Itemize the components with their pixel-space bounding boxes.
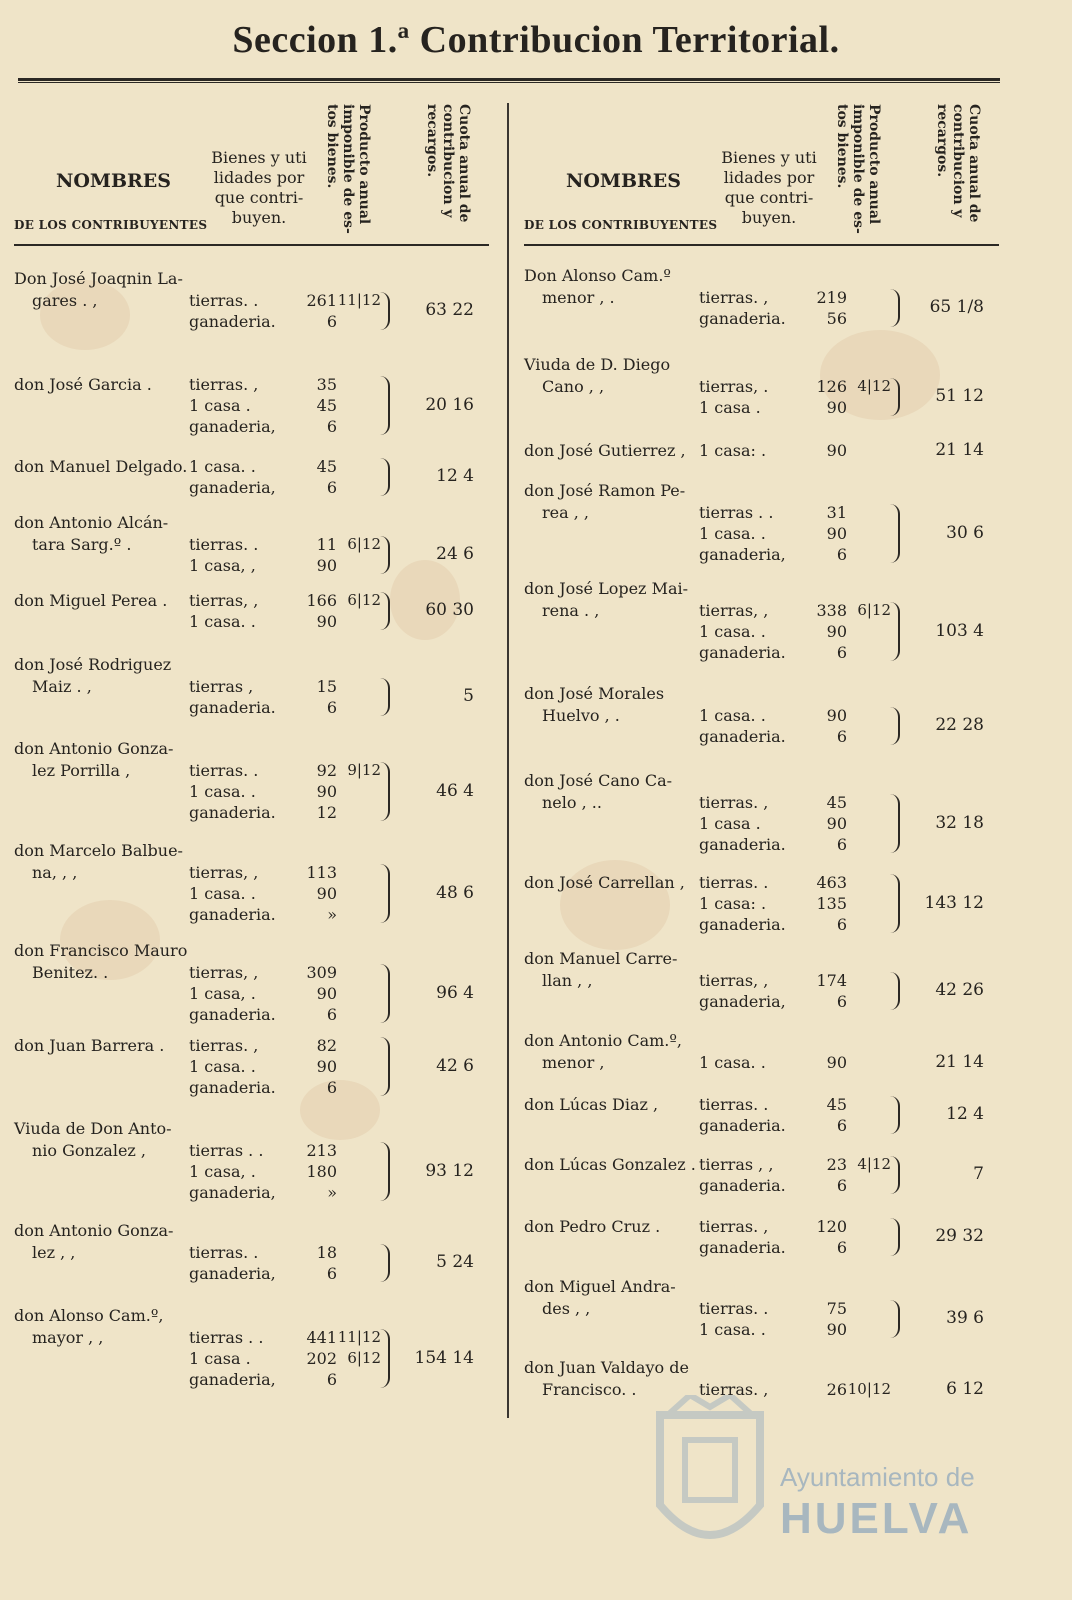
property-amount: 338 bbox=[816, 601, 847, 620]
contributor-name bbox=[14, 654, 194, 698]
property-label: tierras. , bbox=[699, 1217, 769, 1236]
property-fraction: 6|12 bbox=[347, 535, 381, 553]
property-label: ganaderia. bbox=[699, 643, 786, 662]
header-rule bbox=[524, 244, 999, 246]
watermark-line2: HUELVA bbox=[780, 1494, 973, 1543]
property-amount: » bbox=[327, 905, 337, 924]
grouping-brace bbox=[378, 762, 390, 821]
property-amount: 441 bbox=[306, 1328, 337, 1347]
contributor-name-line: don Antonio Alcán- bbox=[14, 513, 169, 532]
contributor-name-line: don José Lopez Mai- bbox=[524, 579, 689, 598]
annual-quota: 20 16 bbox=[425, 394, 474, 415]
annual-quota: 29 32 bbox=[935, 1226, 984, 1246]
contributor-name-line: don Marcelo Balbue- bbox=[14, 841, 183, 860]
property-amount: 6 bbox=[836, 835, 847, 854]
grouping-brace bbox=[888, 378, 900, 416]
header-producto: Producto anual imponible de es- tos bienes. bbox=[834, 104, 882, 234]
contributor-name bbox=[14, 590, 194, 612]
property-fraction: 10|12 bbox=[847, 1380, 891, 1398]
property-amount: 45 bbox=[316, 396, 337, 415]
property-label: 1 casa, . bbox=[189, 1162, 256, 1181]
property-label: tierras. . bbox=[189, 761, 259, 780]
grouping-brace bbox=[888, 602, 900, 661]
annual-quota: 103 4 bbox=[935, 620, 984, 641]
contributor-name bbox=[524, 948, 704, 992]
property-label: ganaderia. bbox=[189, 905, 276, 924]
property-label: 1 casa, . bbox=[189, 984, 256, 1003]
annual-quota: 22 28 bbox=[935, 715, 984, 735]
property-amount: 23 bbox=[826, 1155, 847, 1174]
property-amount: 18 bbox=[316, 1243, 337, 1262]
contributor-name-line: don José Carrellan , bbox=[524, 873, 685, 892]
property-label: ganaderia. bbox=[189, 698, 276, 717]
property-amount: 6 bbox=[326, 312, 337, 331]
contributor-name bbox=[14, 738, 194, 782]
property-label: tierras. , bbox=[699, 1380, 769, 1399]
property-label: tierras, , bbox=[189, 591, 259, 610]
contributor-name bbox=[524, 480, 704, 524]
property-amount: 90 bbox=[826, 814, 847, 833]
header-names: NOMBRES bbox=[56, 170, 172, 192]
contributor-name bbox=[524, 1276, 704, 1320]
contributor-name bbox=[524, 1094, 704, 1116]
annual-quota: 5 bbox=[463, 686, 474, 706]
grouping-brace bbox=[378, 1244, 390, 1282]
property-label: tierras. . bbox=[699, 1095, 769, 1114]
annual-quota: 32 18 bbox=[935, 812, 984, 833]
grouping-brace bbox=[888, 1300, 900, 1338]
annual-quota: 51 12 bbox=[935, 386, 984, 406]
grouping-brace bbox=[888, 504, 900, 563]
column-header bbox=[524, 100, 1014, 250]
annual-quota: 39 6 bbox=[946, 1308, 984, 1328]
annual-quota: 63 22 bbox=[425, 300, 474, 320]
contributor-name-line: don Lúcas Gonzalez . bbox=[524, 1155, 696, 1174]
property-label: 1 casa. . bbox=[189, 884, 256, 903]
annual-quota: 96 4 bbox=[436, 982, 474, 1003]
property-label: tierras. , bbox=[189, 375, 259, 394]
contributor-name-line: don Antonio Gonza- bbox=[14, 1221, 174, 1240]
property-label: ganaderia. bbox=[189, 312, 276, 331]
property-label: 1 casa. . bbox=[189, 782, 256, 801]
property-label: ganaderia. bbox=[699, 1116, 786, 1135]
property-amount: 26 bbox=[826, 1380, 847, 1399]
property-amount: 12 bbox=[316, 803, 337, 822]
property-label: ganaderia. bbox=[699, 1176, 786, 1195]
annual-quota: 65 1/8 bbox=[929, 297, 984, 317]
contributor-name-line: don José Rodriguez bbox=[14, 655, 172, 674]
annual-quota: 42 6 bbox=[436, 1055, 474, 1076]
property-label: tierras. . bbox=[189, 1243, 259, 1262]
property-label: ganaderia, bbox=[699, 992, 786, 1011]
contributor-name-line: don Manuel Carre- bbox=[524, 949, 678, 968]
grouping-brace bbox=[378, 536, 390, 574]
contributor-name-line: lez Porrilla , bbox=[32, 761, 131, 780]
grouping-brace bbox=[378, 376, 390, 435]
property-amount: » bbox=[327, 1183, 337, 1202]
grouping-brace bbox=[888, 794, 900, 853]
property-amount: 174 bbox=[816, 971, 847, 990]
property-label: ganaderia. bbox=[699, 835, 786, 854]
property-label: tierras. , bbox=[699, 288, 769, 307]
contributor-name-line: mayor , , bbox=[32, 1328, 104, 1347]
contributor-name bbox=[14, 1035, 194, 1057]
property-amount: 6 bbox=[836, 915, 847, 934]
contributor-name-line: don Antonio Gonza- bbox=[14, 739, 174, 758]
property-label: tierras. , bbox=[699, 793, 769, 812]
contributor-name-line: Don Alonso Cam.º bbox=[524, 266, 671, 285]
grouping-brace bbox=[378, 592, 390, 630]
annual-quota: 46 4 bbox=[436, 780, 474, 801]
annual-quota: 21 14 bbox=[935, 1051, 984, 1072]
property-amount: 35 bbox=[316, 375, 337, 394]
grouping-brace bbox=[888, 1218, 900, 1256]
contributor-name bbox=[524, 770, 704, 814]
property-amount: 180 bbox=[306, 1162, 337, 1181]
contributor-name-line: rea , , bbox=[542, 503, 589, 522]
contributor-name bbox=[14, 940, 194, 984]
annual-quota: 12 4 bbox=[946, 1104, 984, 1124]
property-fraction: 4|12 bbox=[857, 1155, 891, 1173]
property-label: tierras, , bbox=[699, 971, 769, 990]
header-rule bbox=[14, 244, 489, 246]
property-label: ganaderia, bbox=[699, 545, 786, 564]
column-header bbox=[14, 100, 504, 250]
property-amount: 90 bbox=[826, 622, 847, 641]
contributor-name bbox=[524, 683, 704, 727]
property-label: ganaderia. bbox=[699, 727, 786, 746]
contributor-name bbox=[524, 440, 704, 462]
property-label: tierras. , bbox=[189, 1036, 259, 1055]
grouping-brace bbox=[888, 972, 900, 1010]
property-label: 1 casa. . bbox=[699, 1053, 766, 1072]
property-label: tierras. . bbox=[699, 873, 769, 892]
property-label: tierras , , bbox=[699, 1155, 774, 1174]
contributor-name-line: nio Gonzalez , bbox=[32, 1141, 147, 1160]
property-label: 1 casa. . bbox=[189, 612, 256, 631]
contributor-name-line: don José Morales bbox=[524, 684, 665, 703]
contributor-name-line: gares . , bbox=[32, 291, 98, 310]
annual-quota: 48 6 bbox=[436, 882, 474, 903]
property-amount: 219 bbox=[816, 288, 847, 307]
property-label: 1 casa. . bbox=[189, 457, 256, 476]
property-label: tierras , bbox=[189, 677, 254, 696]
header-names-sub: DE LOS CONTRIBUYENTES bbox=[524, 218, 718, 232]
annual-quota: 5 24 bbox=[436, 1252, 474, 1272]
property-fraction: 6|12 bbox=[347, 591, 381, 609]
property-amount: 261 bbox=[306, 291, 337, 310]
property-label: 1 casa . bbox=[699, 398, 761, 417]
contributor-name-line: na, , , bbox=[32, 863, 78, 882]
grouping-brace bbox=[378, 1329, 390, 1388]
header-bienes: Bienes y uti lidades por que contri- buyen. bbox=[721, 148, 817, 227]
property-amount: 90 bbox=[316, 1057, 337, 1076]
contributor-name-line: llan , , bbox=[542, 971, 593, 990]
contributor-name bbox=[524, 578, 704, 622]
contributor-name-line: don Lúcas Diaz , bbox=[524, 1095, 659, 1114]
header-producto: Producto anual imponible de es- tos bienes. bbox=[324, 104, 372, 234]
contributor-name bbox=[524, 1216, 704, 1238]
property-fraction: 6|12 bbox=[857, 601, 891, 619]
contributor-name bbox=[14, 268, 194, 312]
property-amount: 6 bbox=[326, 1264, 337, 1283]
property-label: 1 casa, , bbox=[189, 556, 256, 575]
property-amount: 90 bbox=[826, 1320, 847, 1339]
property-amount: 6 bbox=[326, 1078, 337, 1097]
contributor-name-line: Benitez. . bbox=[32, 963, 109, 982]
property-fraction: 4|12 bbox=[857, 377, 891, 395]
property-amount: 120 bbox=[816, 1217, 847, 1236]
annual-quota: 154 14 bbox=[414, 1347, 474, 1368]
annual-quota: 60 30 bbox=[425, 600, 474, 620]
contributor-name-line: don José Gutierrez , bbox=[524, 441, 686, 460]
property-amount: 463 bbox=[816, 873, 847, 892]
property-label: tierras, . bbox=[699, 377, 769, 396]
property-label: tierras. . bbox=[699, 1299, 769, 1318]
contributor-name-line: don Alonso Cam.º, bbox=[14, 1306, 164, 1325]
contributor-name bbox=[524, 1154, 704, 1176]
property-amount: 202 bbox=[306, 1349, 337, 1368]
property-amount: 11 bbox=[316, 535, 337, 554]
grouping-brace bbox=[378, 1037, 390, 1096]
contributor-name-line: Francisco. . bbox=[542, 1380, 637, 1399]
contributor-name bbox=[524, 872, 704, 894]
contributor-name-line: Huelvo , . bbox=[542, 706, 620, 725]
annual-quota: 7 bbox=[973, 1164, 984, 1184]
property-amount: 6 bbox=[836, 1116, 847, 1135]
grouping-brace bbox=[378, 864, 390, 923]
grouping-brace bbox=[378, 458, 390, 496]
header-names-sub: DE LOS CONTRIBUYENTES bbox=[14, 218, 208, 232]
annual-quota: 143 12 bbox=[924, 892, 984, 913]
property-label: ganaderia. bbox=[699, 1238, 786, 1257]
contributor-name-line: don José Ramon Pe- bbox=[524, 481, 686, 500]
contributor-name-line: lez , , bbox=[32, 1243, 76, 1262]
contributor-name-line: don Pedro Cruz . bbox=[524, 1217, 661, 1236]
page-title: Seccion 1.ª Contribucion Territorial. bbox=[232, 19, 840, 61]
property-amount: 90 bbox=[316, 556, 337, 575]
contributor-name-line: don José Garcia . bbox=[14, 375, 152, 394]
property-label: 1 casa. . bbox=[699, 622, 766, 641]
property-label: 1 casa. . bbox=[699, 706, 766, 725]
property-fraction: 11|12 bbox=[337, 291, 381, 309]
property-amount: 90 bbox=[826, 524, 847, 543]
contributor-name-line: don Manuel Delgado. bbox=[14, 457, 188, 476]
grouping-brace bbox=[378, 1142, 390, 1201]
header-names: NOMBRES bbox=[566, 170, 682, 192]
property-label: ganaderia. bbox=[699, 915, 786, 934]
property-label: tierras. . bbox=[189, 535, 259, 554]
property-label: ganaderia. bbox=[189, 803, 276, 822]
property-amount: 6 bbox=[326, 1370, 337, 1389]
annual-quota: 30 6 bbox=[946, 522, 984, 543]
property-amount: 6 bbox=[326, 478, 337, 497]
property-label: ganaderia, bbox=[189, 478, 276, 497]
property-fraction: 6|12 bbox=[347, 1349, 381, 1367]
contributor-name bbox=[14, 374, 194, 396]
property-amount: 56 bbox=[826, 309, 847, 328]
annual-quota: 6 12 bbox=[946, 1378, 984, 1399]
property-label: 1 casa: . bbox=[699, 894, 767, 913]
property-amount: 45 bbox=[316, 457, 337, 476]
property-label: 1 casa. . bbox=[699, 524, 766, 543]
property-label: ganaderia. bbox=[189, 1005, 276, 1024]
grouping-brace bbox=[378, 292, 390, 330]
grouping-brace bbox=[378, 964, 390, 1023]
property-amount: 90 bbox=[826, 398, 847, 417]
property-label: tierras . . bbox=[189, 1141, 264, 1160]
header-bienes: Bienes y uti lidades por que contri- buyen. bbox=[211, 148, 307, 227]
property-label: tierras . . bbox=[699, 503, 774, 522]
annual-quota: 93 12 bbox=[425, 1160, 474, 1181]
property-amount: 31 bbox=[826, 503, 847, 522]
contributor-name-line: Maiz . , bbox=[32, 677, 92, 696]
contributor-name-line: rena . , bbox=[542, 601, 600, 620]
annual-quota: 21 14 bbox=[935, 439, 984, 460]
contributor-name bbox=[14, 1220, 194, 1264]
header-cuota: Cuota anual de contribucion y recargos. bbox=[934, 104, 982, 223]
property-amount: 6 bbox=[836, 1238, 847, 1257]
contributor-name-line: don Miguel Andra- bbox=[524, 1277, 676, 1296]
title-rule bbox=[18, 78, 1000, 83]
property-amount: 15 bbox=[316, 677, 337, 696]
property-amount: 113 bbox=[306, 863, 337, 882]
contributor-name-line: Viuda de Don Anto- bbox=[14, 1119, 172, 1138]
property-label: ganaderia. bbox=[699, 309, 786, 328]
property-amount: 6 bbox=[836, 643, 847, 662]
property-label: ganaderia, bbox=[189, 1183, 276, 1202]
column-divider bbox=[507, 103, 509, 1418]
contributor-name bbox=[14, 1305, 194, 1349]
property-fraction: 9|12 bbox=[347, 761, 381, 779]
contributor-name-line: nelo , .. bbox=[542, 793, 602, 812]
property-label: tierras, , bbox=[189, 863, 259, 882]
contributor-name bbox=[524, 265, 704, 309]
property-amount: 90 bbox=[316, 984, 337, 1003]
property-label: tierras, , bbox=[189, 963, 259, 982]
property-amount: 90 bbox=[316, 612, 337, 631]
contributor-name-line: menor , . bbox=[542, 288, 615, 307]
contributor-name bbox=[14, 512, 194, 556]
property-amount: 6 bbox=[836, 992, 847, 1011]
annual-quota: 24 6 bbox=[436, 544, 474, 564]
contributor-name-line: tara Sarg.º . bbox=[32, 535, 132, 554]
property-label: ganaderia, bbox=[189, 1370, 276, 1389]
property-label: tierras . . bbox=[189, 1328, 264, 1347]
property-amount: 166 bbox=[306, 591, 337, 610]
property-amount: 90 bbox=[826, 1053, 847, 1072]
property-amount: 309 bbox=[306, 963, 337, 982]
property-amount: 6 bbox=[326, 1005, 337, 1024]
property-label: 1 casa. . bbox=[699, 1320, 766, 1339]
contributor-name-line: don Juan Valdayo de bbox=[524, 1358, 689, 1377]
grouping-brace bbox=[888, 874, 900, 933]
property-label: 1 casa . bbox=[699, 814, 761, 833]
property-fraction: 11|12 bbox=[337, 1328, 381, 1346]
property-label: tierras. . bbox=[189, 291, 259, 310]
annual-quota: 12 4 bbox=[436, 466, 474, 486]
property-amount: 6 bbox=[326, 417, 337, 436]
grouping-brace bbox=[888, 289, 900, 327]
property-amount: 45 bbox=[826, 1095, 847, 1114]
property-amount: 6 bbox=[836, 1176, 847, 1195]
property-amount: 213 bbox=[306, 1141, 337, 1160]
property-amount: 6 bbox=[836, 727, 847, 746]
contributor-name bbox=[14, 456, 194, 478]
grouping-brace bbox=[378, 678, 390, 716]
property-label: 1 casa. . bbox=[189, 1057, 256, 1076]
property-amount: 6 bbox=[836, 545, 847, 564]
property-amount: 126 bbox=[816, 377, 847, 396]
property-amount: 75 bbox=[826, 1299, 847, 1318]
contributor-name-line: menor , bbox=[542, 1053, 605, 1072]
contributor-name-line: don Juan Barrera . bbox=[14, 1036, 165, 1055]
watermark-line1: Ayuntamiento de bbox=[780, 1462, 975, 1492]
property-amount: 90 bbox=[316, 884, 337, 903]
property-label: 1 casa . bbox=[189, 1349, 251, 1368]
property-amount: 90 bbox=[316, 782, 337, 801]
left-column bbox=[14, 100, 504, 1420]
contributor-name-line: des , , bbox=[542, 1299, 591, 1318]
contributor-name bbox=[524, 354, 704, 398]
contributor-name-line: don Francisco Mauro bbox=[14, 941, 188, 960]
contributor-name-line: don José Cano Ca- bbox=[524, 771, 673, 790]
property-label: ganaderia. bbox=[189, 1078, 276, 1097]
grouping-brace bbox=[888, 1096, 900, 1134]
property-amount: 135 bbox=[816, 894, 847, 913]
grouping-brace bbox=[888, 707, 900, 745]
property-amount: 45 bbox=[826, 793, 847, 812]
contributor-name-line: don Antonio Cam.º, bbox=[524, 1031, 682, 1050]
right-column bbox=[524, 100, 1014, 1420]
contributor-name-line: Viuda de D. Diego bbox=[524, 355, 671, 374]
annual-quota: 42 26 bbox=[935, 980, 984, 1000]
contributor-name bbox=[524, 1030, 704, 1074]
property-amount: 6 bbox=[326, 698, 337, 717]
contributor-name bbox=[14, 1118, 194, 1162]
property-label: 1 casa: . bbox=[699, 441, 767, 460]
header-cuota: Cuota anual de contribucion y recargos. bbox=[424, 104, 472, 223]
property-label: ganaderia, bbox=[189, 417, 276, 436]
grouping-brace bbox=[888, 1156, 900, 1194]
property-label: 1 casa . bbox=[189, 396, 251, 415]
contributor-name-line: Cano , , bbox=[542, 377, 605, 396]
property-label: tierras, , bbox=[699, 601, 769, 620]
property-amount: 90 bbox=[826, 706, 847, 725]
property-amount: 82 bbox=[316, 1036, 337, 1055]
property-amount: 92 bbox=[316, 761, 337, 780]
property-label: ganaderia, bbox=[189, 1264, 276, 1283]
property-amount: 90 bbox=[826, 441, 847, 460]
contributor-name-line: Don José Joaqnin La- bbox=[14, 269, 183, 288]
contributor-name bbox=[14, 840, 194, 884]
contributor-name-line: don Miguel Perea . bbox=[14, 591, 168, 610]
